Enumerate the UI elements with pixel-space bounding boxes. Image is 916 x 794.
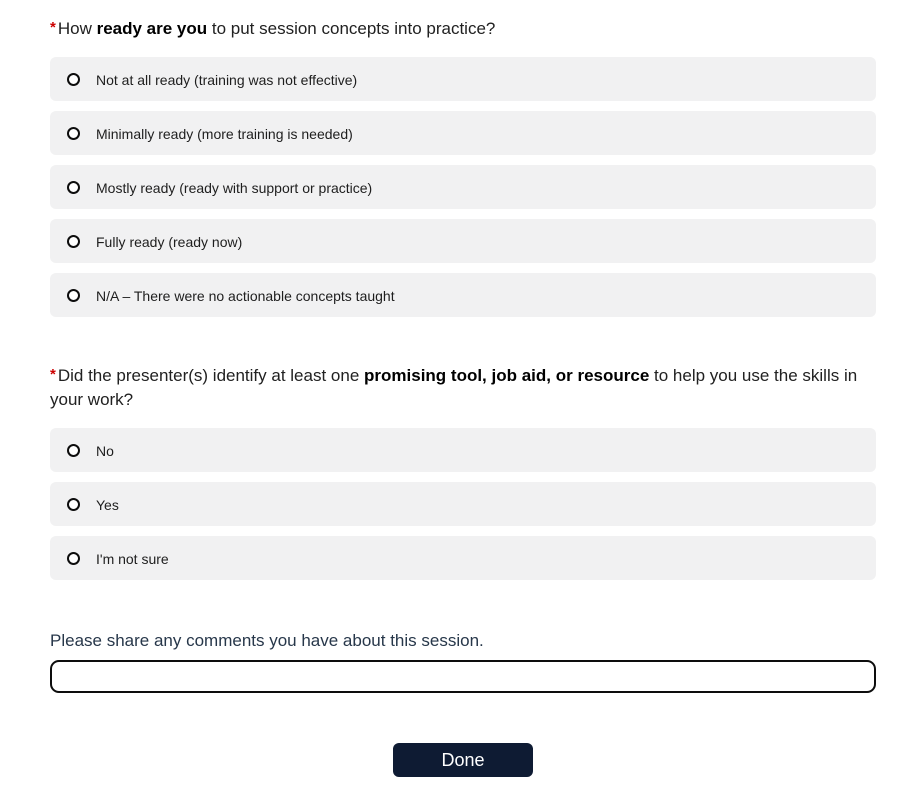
radio-button-icon[interactable] <box>67 552 80 565</box>
required-asterisk: * <box>50 366 56 383</box>
option-na-no-concepts[interactable] <box>50 273 876 317</box>
option-label: Not at all ready (training was not effective) <box>96 71 358 88</box>
option-label: I'm not sure <box>96 550 169 567</box>
radio-button-icon[interactable] <box>67 289 80 302</box>
option-label: Fully ready (ready now) <box>96 233 243 250</box>
option-label: N/A – There were no actionable concepts taught <box>96 287 395 304</box>
question-text-prefix: Did the presenter(s) identify at least one <box>57 366 365 385</box>
comments-label: Please share any comments you have about this session. <box>50 631 484 650</box>
required-asterisk: * <box>50 19 56 36</box>
promising-tool-options <box>50 428 876 580</box>
question-readiness <box>50 16 876 41</box>
option-not-sure[interactable] <box>50 536 876 580</box>
option-label: Yes <box>96 496 119 513</box>
option-mostly-ready[interactable] <box>50 165 876 209</box>
option-yes[interactable] <box>50 482 876 526</box>
option-no[interactable] <box>50 428 876 472</box>
comments-input[interactable] <box>50 660 876 693</box>
button-row <box>50 743 876 777</box>
radio-button-icon[interactable] <box>67 498 80 511</box>
comments-section <box>50 630 876 693</box>
option-minimally-ready[interactable] <box>50 111 876 155</box>
question-promising-tool <box>50 363 876 412</box>
question-text-bold: ready are you <box>96 19 208 38</box>
question-text-bold: promising tool, job aid, or resource <box>364 366 650 385</box>
done-button[interactable]: Done <box>393 743 533 777</box>
question-text-prefix: How <box>57 19 97 38</box>
radio-button-icon[interactable] <box>67 127 80 140</box>
radio-button-icon[interactable] <box>67 73 80 86</box>
option-label: Minimally ready (more training is needed) <box>96 125 353 142</box>
radio-button-icon[interactable] <box>67 235 80 248</box>
question-text-suffix: to help you use the skills in your work? <box>50 366 862 409</box>
question-text-suffix: to put session concepts into practice? <box>207 19 496 38</box>
radio-button-icon[interactable] <box>67 444 80 457</box>
radio-button-icon[interactable] <box>67 181 80 194</box>
option-label: No <box>96 442 114 459</box>
option-not-at-all-ready[interactable] <box>50 57 876 101</box>
readiness-options <box>50 57 876 317</box>
option-label: Mostly ready (ready with support or practice) <box>96 179 373 196</box>
option-fully-ready[interactable] <box>50 219 876 263</box>
